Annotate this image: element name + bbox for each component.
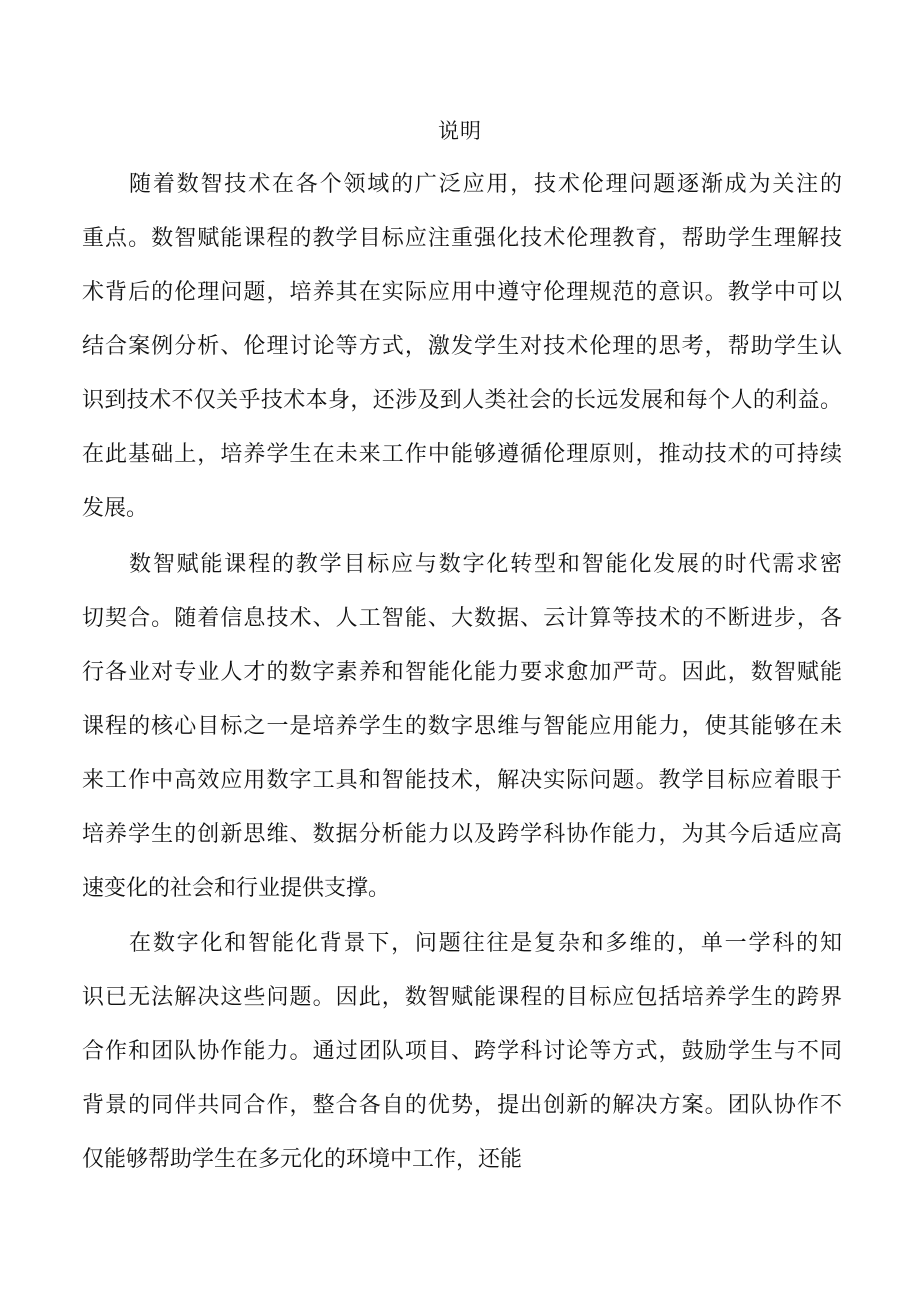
paragraph-digital-transformation [82,538,842,916]
paragraph-line: 速变化的社会和行业提供支撑。 [82,876,391,901]
paragraph-line: 数智赋能课程的教学目标应与数字化转型和智能化发展的时代需求密 [129,552,842,577]
paragraph-line: 发展。 [82,496,149,521]
paragraph-teamwork [82,917,842,1187]
paragraph-line: 随着数智技术在各个领域的广泛应用，技术伦理问题逐渐成为关注的 [129,172,842,197]
paragraph-line: 重点。数智赋能课程的教学目标应注重强化技术伦理教育，帮助学生理解技 [82,226,842,251]
paragraph-line: 术背后的伦理问题，培养其在实际应用中遵守伦理规范的意识。教学中可以 [82,280,842,305]
paragraph-line: 合作和团队协作能力。通过团队项目、跨学科讨论等方式，鼓励学生与不同 [82,1039,842,1064]
paragraph-line: 在数字化和智能化背景下，问题往往是复杂和多维的，单一学科的知 [129,931,842,956]
paragraph-line: 仅能够帮助学生在多元化的环境中工作，还能 [82,1147,523,1172]
document-title: 说明 [438,119,482,143]
paragraph-tech-ethics [82,158,842,536]
paragraph-line: 背景的同伴共同合作，整合各自的优势，提出创新的解决方案。团队协作不 [82,1093,842,1118]
paragraph-line: 切契合。随着信息技术、人工智能、大数据、云计算等技术的不断进步，各 [82,606,842,631]
paragraph-line: 在此基础上，培养学生在未来工作中能够遵循伦理原则，推动技术的可持续 [82,442,842,467]
paragraph-line: 识已无法解决这些问题。因此，数智赋能课程的目标应包括培养学生的跨界 [82,985,842,1010]
paragraph-line: 培养学生的创新思维、数据分析能力以及跨学科协作能力，为其今后适应高 [82,822,842,847]
paragraph-line: 来工作中高效应用数字工具和智能技术，解决实际问题。教学目标应着眼于 [82,768,842,793]
paragraph-line: 课程的核心目标之一是培养学生的数字思维与智能应用能力，使其能够在未 [82,714,842,739]
paragraph-line: 识到技术不仅关乎技术本身，还涉及到人类社会的长远发展和每个人的利益。 [82,388,842,413]
paragraph-line: 结合案例分析、伦理讨论等方式，激发学生对技术伦理的思考，帮助学生认 [82,334,842,359]
paragraph-line: 行各业对专业人才的数字素养和智能化能力要求愈加严苛。因此，数智赋能 [82,660,842,685]
